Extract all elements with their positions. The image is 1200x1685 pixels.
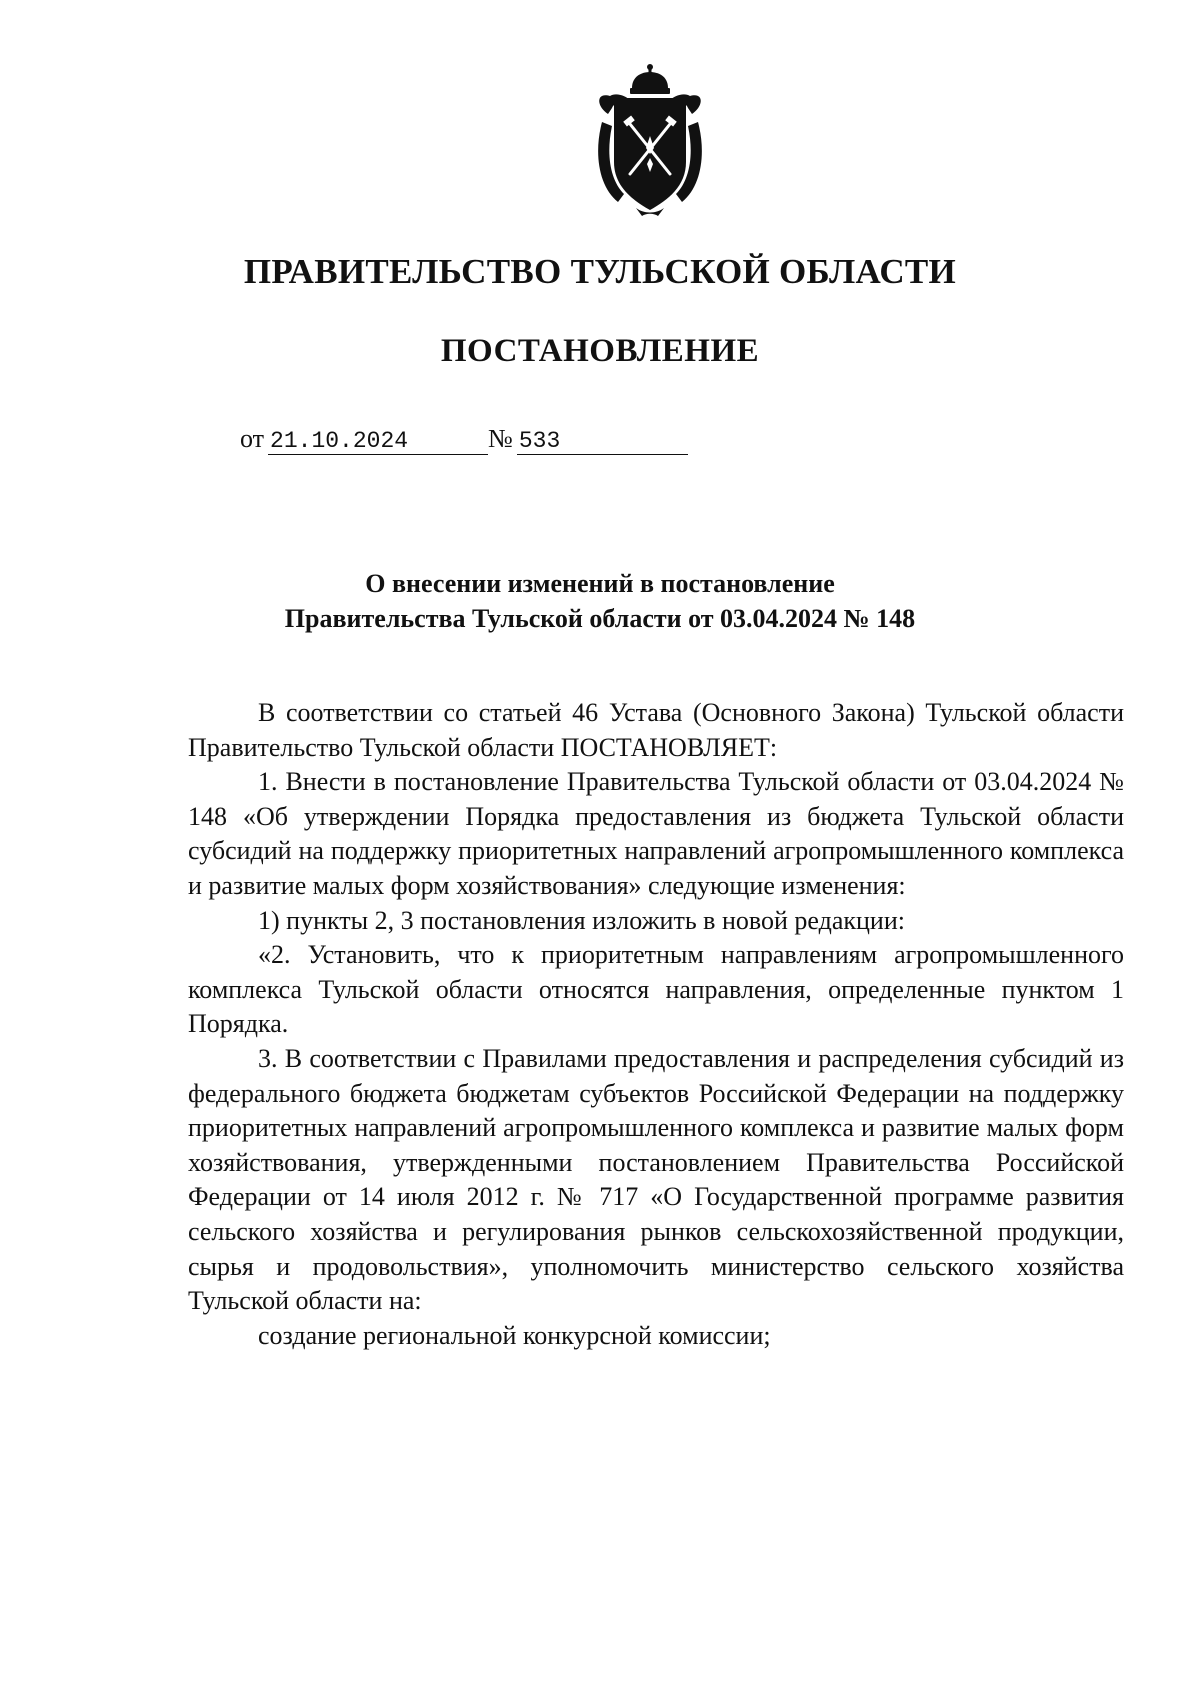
number-sign-label: № [488,424,513,453]
document-subject [0,566,1200,636]
body-paragraph: создание региональной конкурсной комиссии; [258,1320,771,1350]
organization-title: ПРАВИТЕЛЬСТВО ТУЛЬСКОЙ ОБЛАСТИ [243,252,957,291]
body-paragraph: 1. Внести в постановление Правительства Тульской области от 03.04.2024 № 148 «Об утверждении Порядка предоставления из бюджета Тульской области субсидий на поддержку приоритетных направлений агропромышленного комплекса и развитие малых форм хозяйствования» следующие изменения: [188,767,1124,900]
date-prefix-label: от [240,424,265,453]
body-paragraph: 3. В соответствии с Правилами предоставления и распределения субсидий из федерального бюджета бюджетам субъектов Российской Федерации на поддержку приоритетных направлений агропромышленного комплекса и развитие малых форм хозяйствования, утвержденными постановлением Правительства Российской Федерации от 14 июля 2012 г. № 717 «О Государственной программе развития сельского хозяйства и регулирования рынков сельскохозяйственной продукции, сырья и продовольствия», уполномочить министерство сельского хозяйства Тульской области на: [188,1043,1124,1316]
body-paragraph: 1) пункты 2, 3 постановления изложить в новой редакции: [258,905,905,935]
document-number-field: 533 [517,428,688,455]
document-body [188,696,1124,1353]
coat-of-arms-icon [592,62,708,217]
body-paragraph: «2. Установить, что к приоритетным направлениям агропромышленного комплекса Тульской области относятся направления, определенные пунктом 1 Порядка. [188,940,1124,1039]
subject-line-2: Правительства Тульской области от 03.04.2024 № 148 [284,604,916,633]
document-type-title: ПОСТАНОВЛЕНИЕ [440,333,760,369]
subject-line-1: О внесении изменений в постановление [365,569,835,598]
body-paragraph: В соответствии со статьей 46 Устава (Основного Закона) Тульской области Правительство Тульской области ПОСТАНОВЛЯЕТ: [188,698,1124,762]
document-date-field: 21.10.2024 [268,428,488,455]
document-date-number-row [240,424,688,455]
